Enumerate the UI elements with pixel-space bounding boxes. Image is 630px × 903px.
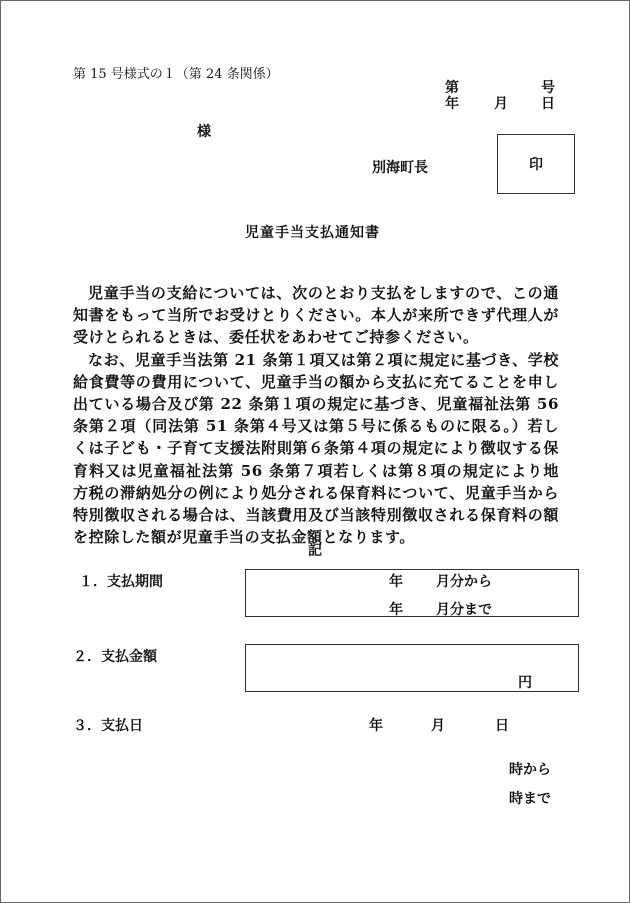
- header-hi: 日: [541, 96, 555, 112]
- header-dai: 第: [445, 80, 459, 96]
- amount-unit: 円: [518, 675, 532, 691]
- date-year: 年: [369, 718, 383, 734]
- header-gou: 号: [541, 80, 555, 96]
- form-number: 第 15 号様式の１（第 24 条関係）: [73, 67, 279, 82]
- period-from-year: 年: [389, 574, 403, 590]
- period-box: [245, 569, 579, 617]
- seal-label: 印: [529, 157, 543, 173]
- issuer-name: 別海町長: [372, 160, 428, 176]
- addressee-suffix: 様: [197, 124, 211, 140]
- time-from: 時から: [509, 762, 551, 778]
- header-nen: 年: [445, 96, 459, 112]
- period-to-year: 年: [389, 602, 403, 618]
- body-text: [73, 282, 559, 548]
- time-to: 時まで: [509, 791, 551, 807]
- period-to-month: 月分まで: [436, 602, 492, 618]
- paragraph-2: なお、児童手当法第 21 条第１項又は第２項に規定に基づき、学校給食費等の費用について、児童手当の額から支払に充てることを申し出ている場合及び第 22 条第１項の規定に基づき、児童福祉法第 56 条第２項（同法第 51 条第４号又は第５号に係るものに限る。）若しくは子ども・子育て支援法附則第６条第４項の規定により徴収する保育料又は児童福祉法第 56 条第７項若しくは第８項の規定により地方税の滞納処分の例により処分される保育料について、児童手当から特別徴収される場合は、当該費用及び当該特別徴収される保育料の額を控除した額が児童手当の支払金額となります。: [73, 350, 559, 547]
- seal-box: [497, 134, 575, 194]
- header-tsuki: 月: [494, 96, 508, 112]
- date-month: 月: [431, 718, 445, 734]
- date-day: 日: [495, 718, 509, 734]
- ki-label: 記: [308, 543, 322, 559]
- period-label: １．支払期間: [79, 574, 163, 590]
- paragraph-1: 児童手当の支給については、次のとおり支払をしますので、この通知書をもって当所でお受けとりください。本人が来所できず代理人が受けとられるときは、委任状をあわせてご持参ください。: [73, 284, 559, 347]
- amount-label: ２．支払金額: [73, 649, 157, 665]
- period-from-month: 月分から: [436, 574, 492, 590]
- document-title: 児童手当支払通知書: [245, 225, 380, 241]
- date-label: ３．支払日: [73, 718, 143, 734]
